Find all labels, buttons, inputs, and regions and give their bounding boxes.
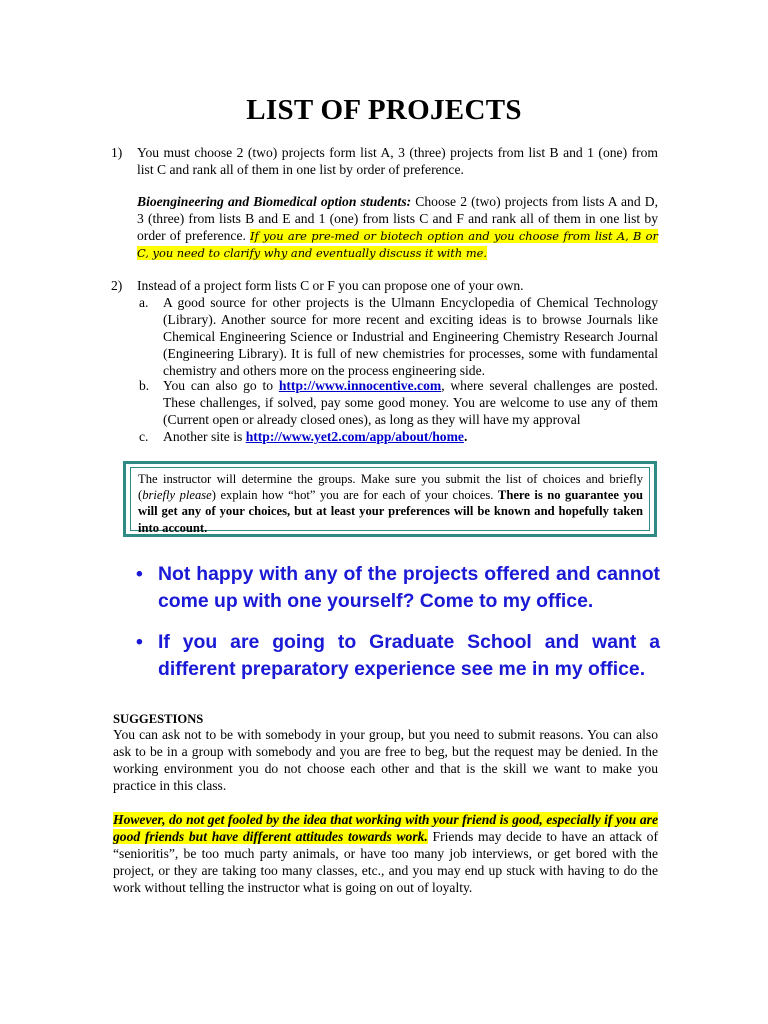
- innocentive-link[interactable]: http://www.innocentive.com: [278, 378, 442, 393]
- list-item-2: [113, 278, 658, 295]
- note-italic: briefly please: [142, 488, 212, 503]
- highlighted-warning: However, do not get fooled by the idea that working with your friend is good, especially if you are good friends but have different attitudes towards work.: [113, 812, 658, 844]
- sub-item-c: [139, 429, 658, 446]
- sub-item-a: [139, 295, 658, 380]
- suggestions-paragraph-2: [113, 812, 658, 897]
- instructor-note: [130, 467, 650, 535]
- note-text-1: The instructor will determine the groups. Make sure you submit the list of choices and briefly (: [138, 472, 643, 503]
- sub-item-text-before: Another site is: [163, 429, 246, 444]
- sub-item-text-after: .: [463, 429, 468, 444]
- bio-text: Choose 2 (two) projects from lists A and D, 3 (three) from lists B and E and 1 (one) from lists C and F and rank all of them in one list by order of preference.: [137, 194, 658, 243]
- list-item-1: [113, 145, 658, 179]
- bio-label: Bioengineering and Biomedical option students:: [137, 194, 412, 209]
- yet2-link[interactable]: http://www.yet2.com/app/about/home: [245, 429, 464, 444]
- list-item-text: You must choose 2 (two) projects form list A, 3 (three) projects from list B and 1 (one) from list C and rank all of them in one list by order of preference.: [137, 145, 658, 177]
- list-number: 1): [111, 145, 123, 160]
- note-bold: There is no guarantee you will get any of your choices, but at least your preferences will be known and hopefully taken into account.: [138, 488, 644, 535]
- highlighted-note: If you are pre-med or biotech option and you choose from list A, B or C, you need to clarify why and eventually discuss it with me.: [137, 228, 658, 260]
- list-number: 2): [111, 278, 123, 293]
- page-title: LIST OF PROJECTS: [246, 94, 522, 126]
- suggestions-paragraph-1: You can ask not to be with somebody in your group, but you need to submit reasons. You can also ask to be in a group with somebody and you are free to beg, but the request may be denied. In the working environment you do not choose each other and that is the skill we want to make you practice in this class.: [113, 727, 658, 793]
- sub-item-text-after: , where several challenges are posted. These challenges, if solved, pay some good money. You are welcome to use any of them (Current open or already closed ones), as long as they will have my approval: [163, 378, 658, 427]
- bullet-icon: •: [136, 631, 143, 653]
- sub-letter: b.: [139, 378, 150, 393]
- list-item-text: Instead of a project form lists C or F you can propose one of your own.: [137, 278, 524, 293]
- suggestions-heading: SUGGESTIONS: [113, 712, 204, 726]
- bullet-office-projects: [130, 561, 660, 615]
- bullet-graduate-school: [130, 629, 660, 683]
- paragraph-text: Friends may decide to have an attack of “senioritis”, be too much party animals, or have too many job interviews, or get bored with the project, or they are taking too many classes, etc., and you may end up stuck with having to do the work without telling the instructor what is going on out of loyalty.: [113, 828, 659, 895]
- instructor-note-box: [123, 461, 657, 537]
- sub-letter: a.: [139, 295, 149, 310]
- note-text-2: ) explain how “hot” you are for each of your choices.: [211, 488, 498, 503]
- bullet-text: If you are going to Graduate School and want a different preparatory experience see me in my office.: [158, 631, 660, 680]
- bullet-icon: •: [136, 563, 143, 585]
- bullet-text: Not happy with any of the projects offered and cannot come up with one yourself? Come to my office.: [158, 563, 660, 612]
- sub-item-text-before: You can also go to: [163, 378, 279, 393]
- sub-item-b: [139, 378, 658, 429]
- sub-item-text: A good source for other projects is the Ulmann Encyclopedia of Chemical Technology (Library). Another source for more recent and exciting ideas is to browse Journals like Chemical Engineering Science or Industrial and Engineering Chemistry Research Journal (Engineering Library). It is full of new chemistries for processes, some with fundamental chemistry and others more on the process engineering side.: [163, 295, 658, 378]
- sub-letter: c.: [139, 429, 149, 444]
- bioengineering-paragraph: [137, 194, 658, 262]
